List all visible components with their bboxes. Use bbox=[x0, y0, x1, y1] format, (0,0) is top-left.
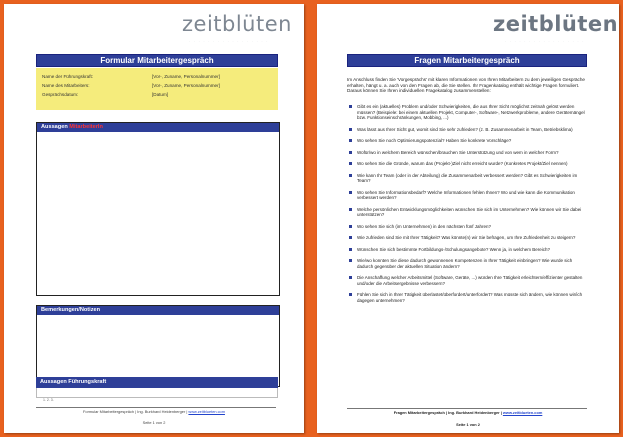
bullet-icon bbox=[349, 105, 352, 108]
manager-statements-placeholder: 1. 2. 3. bbox=[43, 398, 54, 402]
question-item bbox=[347, 161, 587, 167]
info-row bbox=[42, 92, 169, 97]
footer-link[interactable]: www.zeitblueten.com bbox=[502, 410, 543, 415]
question-text: Wo sehen Sie die Gründe, warum das (Projekt-)Ziel nicht erreicht wurde? (Konkretes Projekt/Ziel nennen) bbox=[357, 161, 568, 166]
bullet-icon bbox=[349, 191, 352, 194]
question-item bbox=[347, 207, 587, 218]
question-text: Was lässt aus Ihrer Sicht gut, womit sind Sie sehr zufrieden? (z. B. Zusammenarbeit in Team, Betriebsklima) bbox=[357, 126, 573, 132]
brand-tagline: · · · · · · · · · · · · · · · · · bbox=[189, 39, 269, 43]
footer-link[interactable]: www.zeitblueten.com bbox=[188, 409, 225, 414]
footer-text: Formular Mitarbeitergespräch | Ing. Burkhard Heidenberger | bbox=[83, 409, 189, 414]
info-row bbox=[42, 74, 220, 79]
footer-divider bbox=[36, 407, 276, 408]
info-label: Name der Führungskraft: bbox=[42, 74, 94, 79]
info-label: Gesprächsdatum: bbox=[42, 92, 79, 97]
question-text: Die Anschaffung welcher Arbeitsmittel (Software, Geräte, ...) würden Ihre Tätigkeit erleichtern/effizienter gestalten und/oder die Arbeitsergebnisse verbessern? bbox=[357, 275, 583, 286]
questions-title: Fragen Mitarbeitergespräch bbox=[347, 54, 587, 67]
footer-text: Fragen Mitarbeitergespräch | Ing. Burkhard Heidenberger | bbox=[393, 410, 503, 415]
question-text: Wo sehen Sie noch Optimierungspotenzial? Haben Sie konkrete Vorschläge? bbox=[357, 138, 512, 143]
question-text: Wo sehen Sie sich (im Unternehmen) in den nächsten fünf Jahren? bbox=[357, 223, 491, 229]
question-item bbox=[347, 173, 587, 184]
info-value[interactable]: [Vor-, Zuname, Personalnummer] bbox=[152, 83, 220, 88]
question-text: Fühlen Sie sich in Ihrer Tätigkeit überlastet/überfordert/unterfordert? Was müsste sich ändern, wie können wir/ich dagegen unternehmen? bbox=[357, 292, 583, 303]
heading-highlight: MitarbeiterIn bbox=[69, 124, 103, 130]
footer-divider bbox=[347, 408, 587, 409]
question-item bbox=[347, 190, 587, 201]
question-text: Gibt es ein (aktuelles) Problem und/oder Schwierigkeiten, die aus Ihrer Sicht möglichst zeitnah gelöst werden müssen? (Beispiele: bei einem aktuellen Projekt, Computer-, Software-, Netzwerkprobleme, andere Gerätemängel bzw. Funktionseinschränkungen, Mobbing, ...) bbox=[357, 104, 585, 120]
bullet-icon bbox=[349, 276, 352, 279]
page-number: Seite 1 von 2 bbox=[142, 420, 166, 425]
bullet-icon bbox=[349, 128, 352, 131]
question-item bbox=[347, 292, 587, 303]
question-item bbox=[347, 258, 587, 269]
question-item bbox=[347, 247, 587, 253]
info-value[interactable]: [Datum] bbox=[152, 92, 169, 97]
heading-text: Aussagen bbox=[41, 124, 70, 130]
question-text: Wo sehen Sie Informationsbedarf? Welche Informationen fehlen Ihnen? Wo und wie kann die Kommunikation verbessert werden? bbox=[357, 189, 575, 200]
question-text: Wofür/wo in welchem Bereich wünschen/brauchen Sie Unterstützung und von wem in welcher Form? bbox=[357, 149, 559, 155]
question-text: Wie zufrieden sind Sie mit Ihrer Tätigkeit? Was könnte(n) wir Sie befragen, um Ihre Zufriedenheit zu steigern? bbox=[357, 235, 576, 240]
info-value[interactable]: [Vor-, Zuname, Personalnummer] bbox=[152, 74, 220, 79]
bullet-icon bbox=[349, 174, 352, 177]
question-item bbox=[347, 235, 587, 241]
question-list bbox=[347, 104, 587, 303]
page-number: Seite 1 von 2 bbox=[456, 422, 480, 427]
intro-paragraph: Im Anschluss finden Sie 'Vorgesprächs' mit klaren Informationen von Ihren Mitarbeitern zu dem jeweiligen Gespräche erhalten, hängt u. a. auch von den Fragen ab, die Sie stellen. Ihr Fragenkatalog enthält wichtige Fragen formuliert. Daraus können Sie Ihren individuellen Fragekatalog zusammenstellen: bbox=[347, 77, 585, 94]
bullet-icon bbox=[349, 236, 352, 239]
bullet-icon bbox=[349, 162, 352, 165]
notes-heading: Bemerkungen/Notizen bbox=[37, 306, 279, 315]
notes-box[interactable] bbox=[36, 305, 280, 387]
info-label: Name des Mitarbeiters: bbox=[42, 83, 90, 88]
question-item bbox=[347, 138, 587, 144]
manager-statements-heading: Aussagen Führungskraft bbox=[36, 377, 278, 388]
brand-logo: zeitblüten bbox=[493, 12, 619, 36]
info-row bbox=[42, 83, 220, 88]
manager-statements-box[interactable] bbox=[36, 388, 278, 402]
bullet-icon bbox=[349, 259, 352, 262]
question-text: Welche persönlichen Entwicklungsmöglichkeiten wünschen Sie sich im Unternehmen? Wie können wir Sie dabei unterstützen? bbox=[357, 206, 582, 217]
question-item bbox=[347, 275, 587, 286]
question-item bbox=[347, 224, 587, 230]
brand-logo: zeitblüten bbox=[182, 12, 292, 36]
questions-page bbox=[317, 4, 619, 433]
info-block bbox=[36, 68, 278, 110]
question-text: Wie/wo konnten Sie diese dadurch gewonnenen Kompetenzen in Ihrer Tätigkeit einbringen? Wie wurde sich dadurch gegenüber der aktuellen Situation ändern? bbox=[357, 258, 573, 269]
question-text: Wünschen Sie sich bestimmte Fortbildungs-/Schulungsangebote? Wenn ja, in welchem Bereich? bbox=[357, 246, 551, 252]
page-footer bbox=[4, 409, 304, 414]
form-title: Formular Mitarbeitergespräch bbox=[36, 54, 278, 67]
bullet-icon bbox=[349, 139, 352, 142]
bullet-icon bbox=[349, 225, 352, 228]
question-item bbox=[347, 104, 587, 121]
employee-statements-box[interactable] bbox=[36, 122, 280, 296]
brand-tagline: · · · · · · · · · · · · · · · · · bbox=[505, 39, 585, 43]
bullet-icon bbox=[349, 151, 352, 154]
question-item bbox=[347, 150, 587, 156]
employee-statements-heading bbox=[37, 123, 279, 132]
page-footer bbox=[317, 410, 619, 415]
bullet-icon bbox=[349, 293, 352, 296]
bullet-icon bbox=[349, 248, 352, 251]
question-item bbox=[347, 127, 587, 133]
form-page bbox=[4, 4, 304, 433]
bullet-icon bbox=[349, 208, 352, 211]
question-text: Wie kann Ihr Team (oder in der Abteilung) die Zusammenarbeit verbessert werden? Gibt es Schwierigkeiten im Team? bbox=[357, 172, 578, 183]
